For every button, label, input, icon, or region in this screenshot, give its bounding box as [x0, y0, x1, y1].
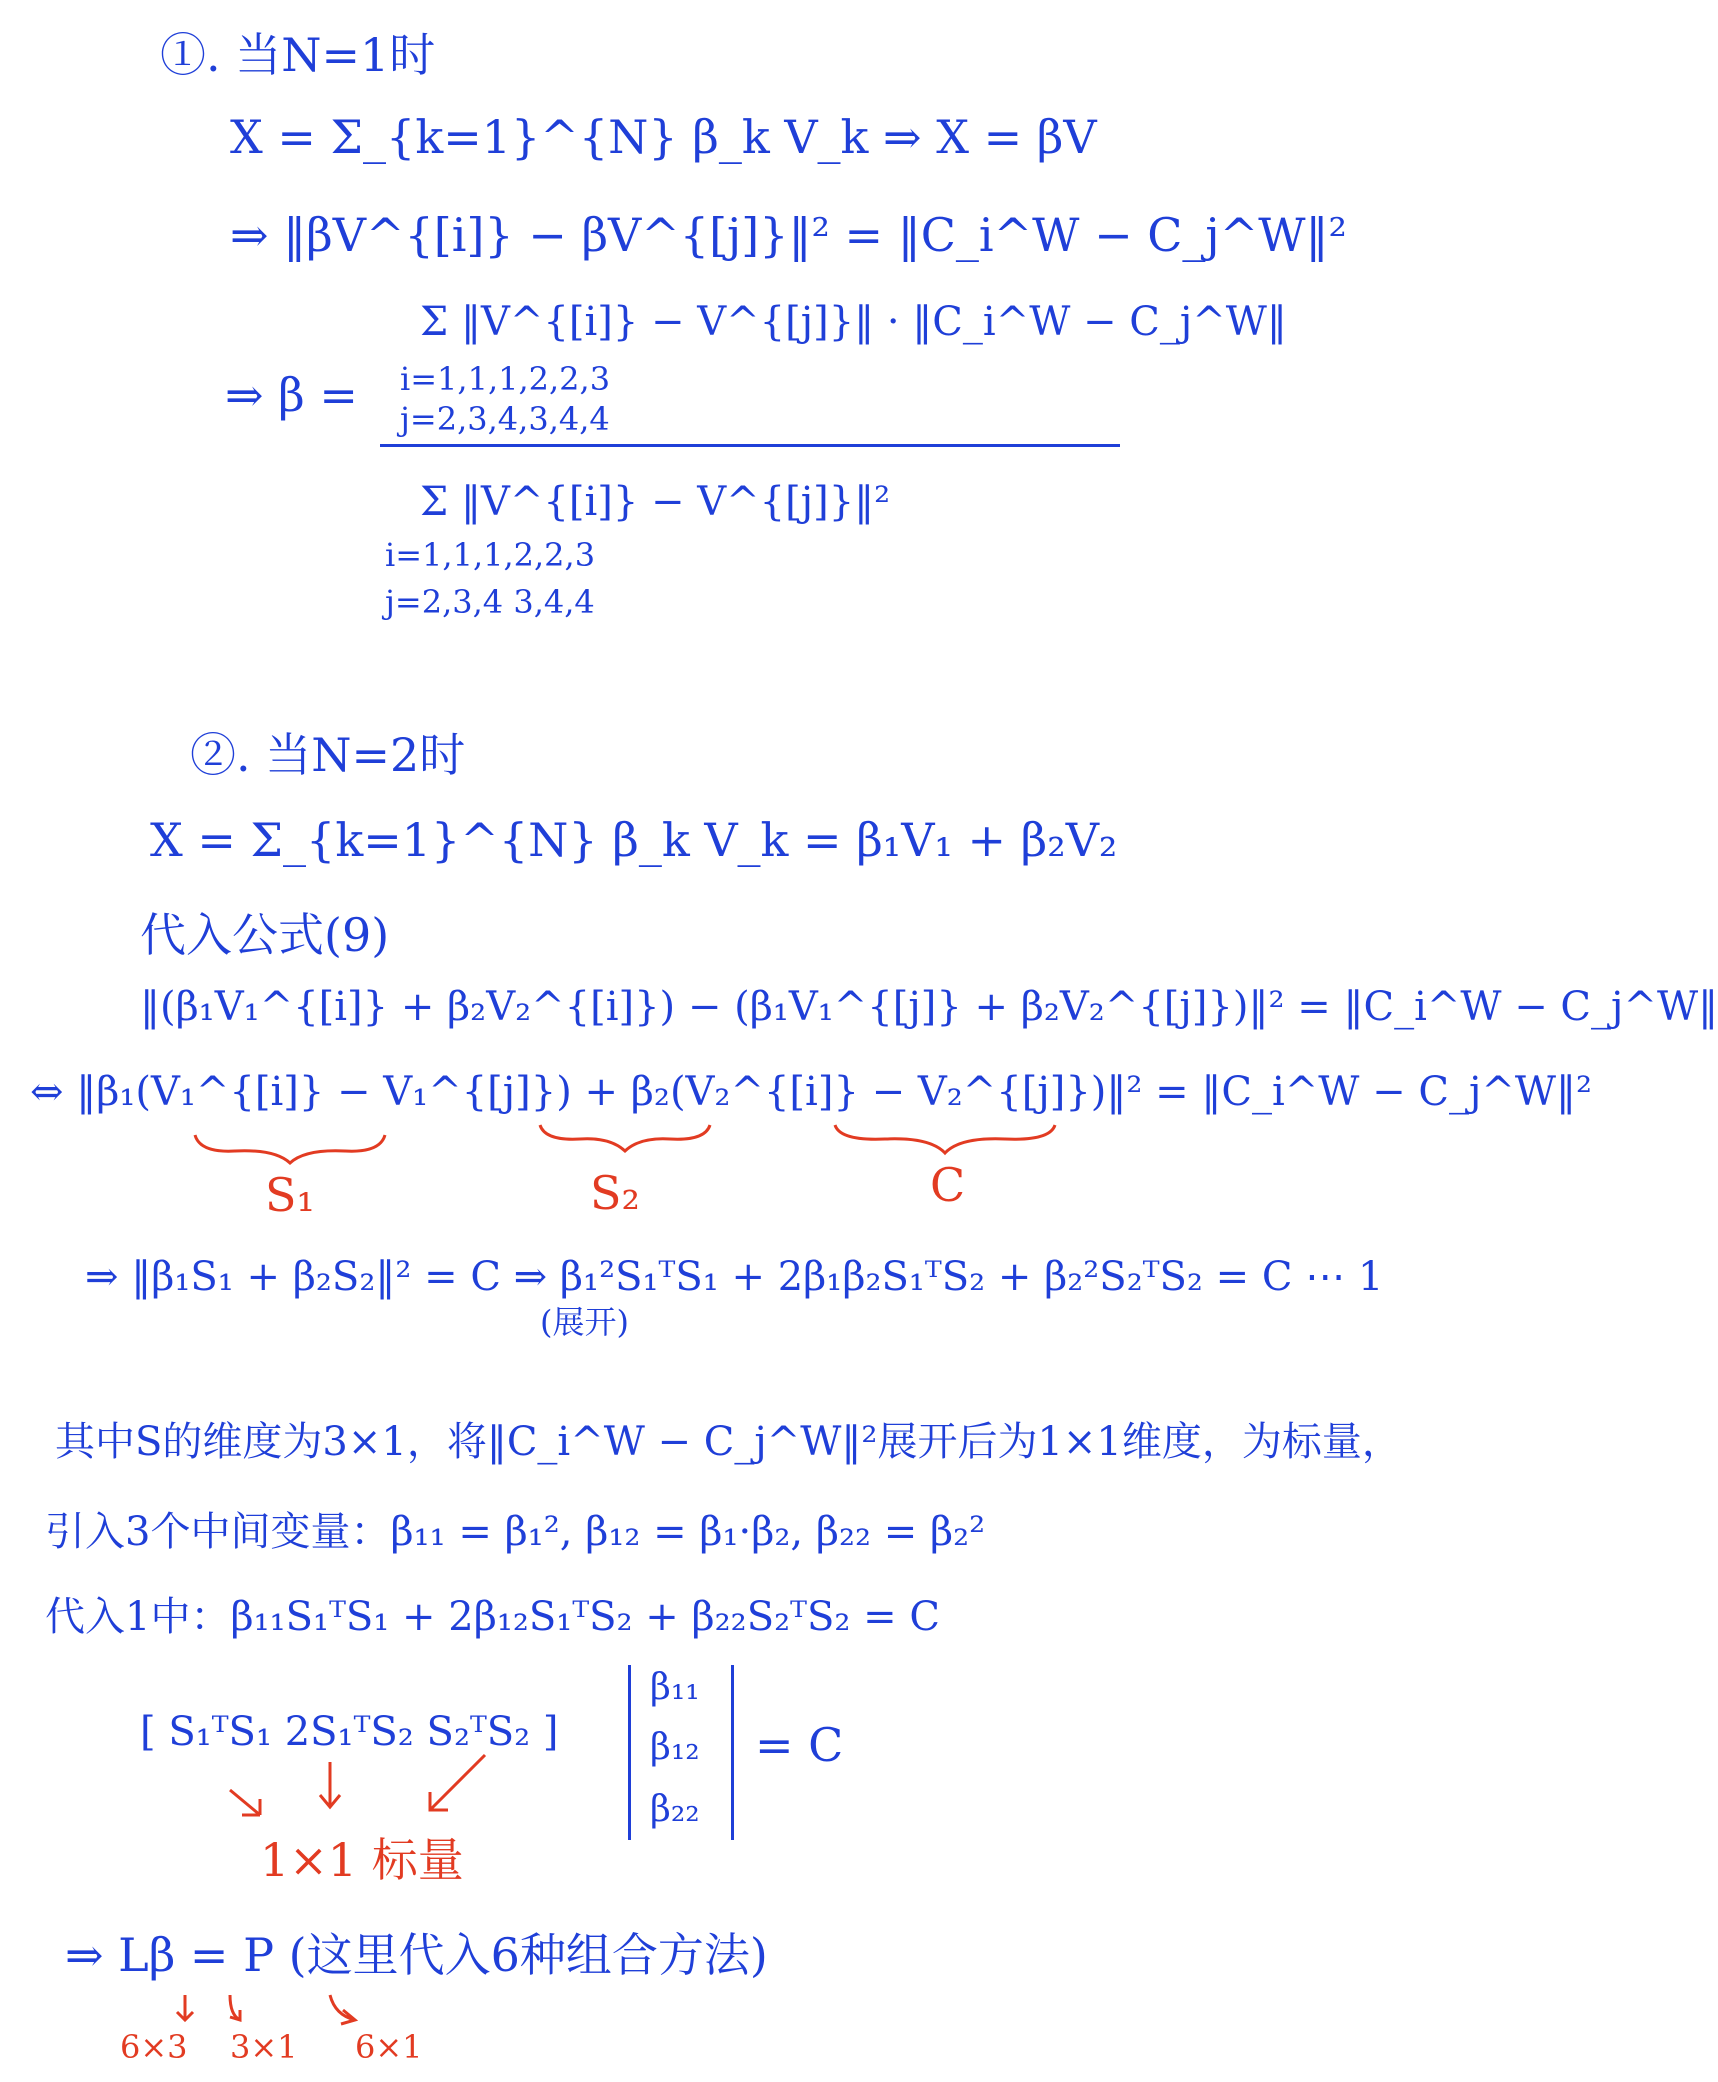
scalar-note: 1×1 标量 [260, 1833, 464, 1887]
section1-heading: ①. 当N=1时 [160, 28, 436, 82]
beta-numerator: Σ ‖V^{[i]} − V^{[j]}‖ · ‖C_i^W − C_j^W‖ [420, 299, 1287, 345]
arrow-3 [430, 1755, 485, 1810]
label-s1: S₁ [265, 1168, 315, 1222]
dim-L: 6×3 [120, 2028, 188, 2066]
label-c: C [930, 1158, 966, 1212]
vector-entry-3: β₂₂ [650, 1789, 700, 1830]
underbrace-c [835, 1125, 1055, 1153]
section2-equation-1: X = Σ_{k=1}^{N} β_k V_k = β₁V₁ + β₂V₂ [150, 813, 1118, 867]
underbrace-s1 [195, 1135, 385, 1163]
matrix-rhs: = C [755, 1718, 844, 1772]
final-equation: ⇒ Lβ = P (这里代入6种组合方法) [65, 1928, 768, 1982]
label-s2: S₂ [590, 1166, 640, 1220]
section2-substitute-note: 代入公式(9) [140, 908, 390, 962]
arrow-1 [230, 1790, 260, 1815]
section2-equation-4: ⇔ ‖β₁(V₁^{[i]} − V₁^{[j]}) + β₂(V₂^{[i]} − V₂^{[j]})‖² = ‖C_i^W − C_j^W‖² [30, 1069, 1593, 1115]
beta-lhs: ⇒ β = [225, 368, 358, 422]
numerator-index-j: j=2,3,4,3,4,4 [400, 400, 610, 438]
dim-P: 6×1 [355, 2028, 423, 2066]
text-dimension-note: 其中S的维度为3×1，将‖C_i^W − C_j^W‖²展开后为1×1维度，为标量， [55, 1419, 1402, 1465]
matrix-row: [ S₁ᵀS₁ 2S₁ᵀS₂ S₂ᵀS₂ ] [140, 1709, 559, 1755]
section1-equation-2: ⇒ ‖βV^{[i]} − βV^{[j]}‖² = ‖C_i^W − C_j^W‖² [230, 208, 1347, 262]
underbrace-s2 [540, 1125, 710, 1151]
section2-equation-3: ‖(β₁V₁^{[i]} + β₂V₂^{[i]}) − (β₁V₁^{[j]} + β₂V₂^{[j]})‖² = ‖C_i^W − C_j^W‖ [140, 984, 1718, 1030]
arrow-P [330, 1995, 355, 2024]
arrow-beta [230, 1995, 240, 2020]
beta-denominator: Σ ‖V^{[i]} − V^{[j]}‖² [420, 479, 891, 525]
section1-equation-1: X = Σ_{k=1}^{N} β_k V_k ⇒ X = βV [230, 110, 1097, 164]
expand-note: (展开) [540, 1303, 629, 1341]
section2-equation-5: ⇒ ‖β₁S₁ + β₂S₂‖² = C ⇒ β₁²S₁ᵀS₁ + 2β₁β₂S₁ᵀS₂ + β₂²S₂ᵀS₂ = C ⋯ 1 [85, 1254, 1384, 1300]
arrow-L [177, 1995, 193, 2020]
text-substitute: 代入1中：β₁₁S₁ᵀS₁ + 2β₁₂S₁ᵀS₂ + β₂₂S₂ᵀS₂ = C [45, 1594, 940, 1640]
denominator-index-i: i=1,1,1,2,2,3 [385, 536, 596, 574]
arrow-2 [320, 1762, 340, 1807]
vector-entry-2: β₁₂ [650, 1727, 700, 1768]
numerator-index-i: i=1,1,1,2,2,3 [400, 360, 611, 398]
dim-beta: 3×1 [230, 2028, 298, 2066]
vector-entry-1: β₁₁ [650, 1667, 700, 1708]
denominator-index-j: j=2,3,4 3,4,4 [385, 583, 595, 621]
section2-heading: ②. 当N=2时 [190, 728, 466, 782]
text-intermediate-vars: 引入3个中间变量：β₁₁ = β₁², β₁₂ = β₁·β₂, β₂₂ = β₂² [45, 1509, 986, 1555]
